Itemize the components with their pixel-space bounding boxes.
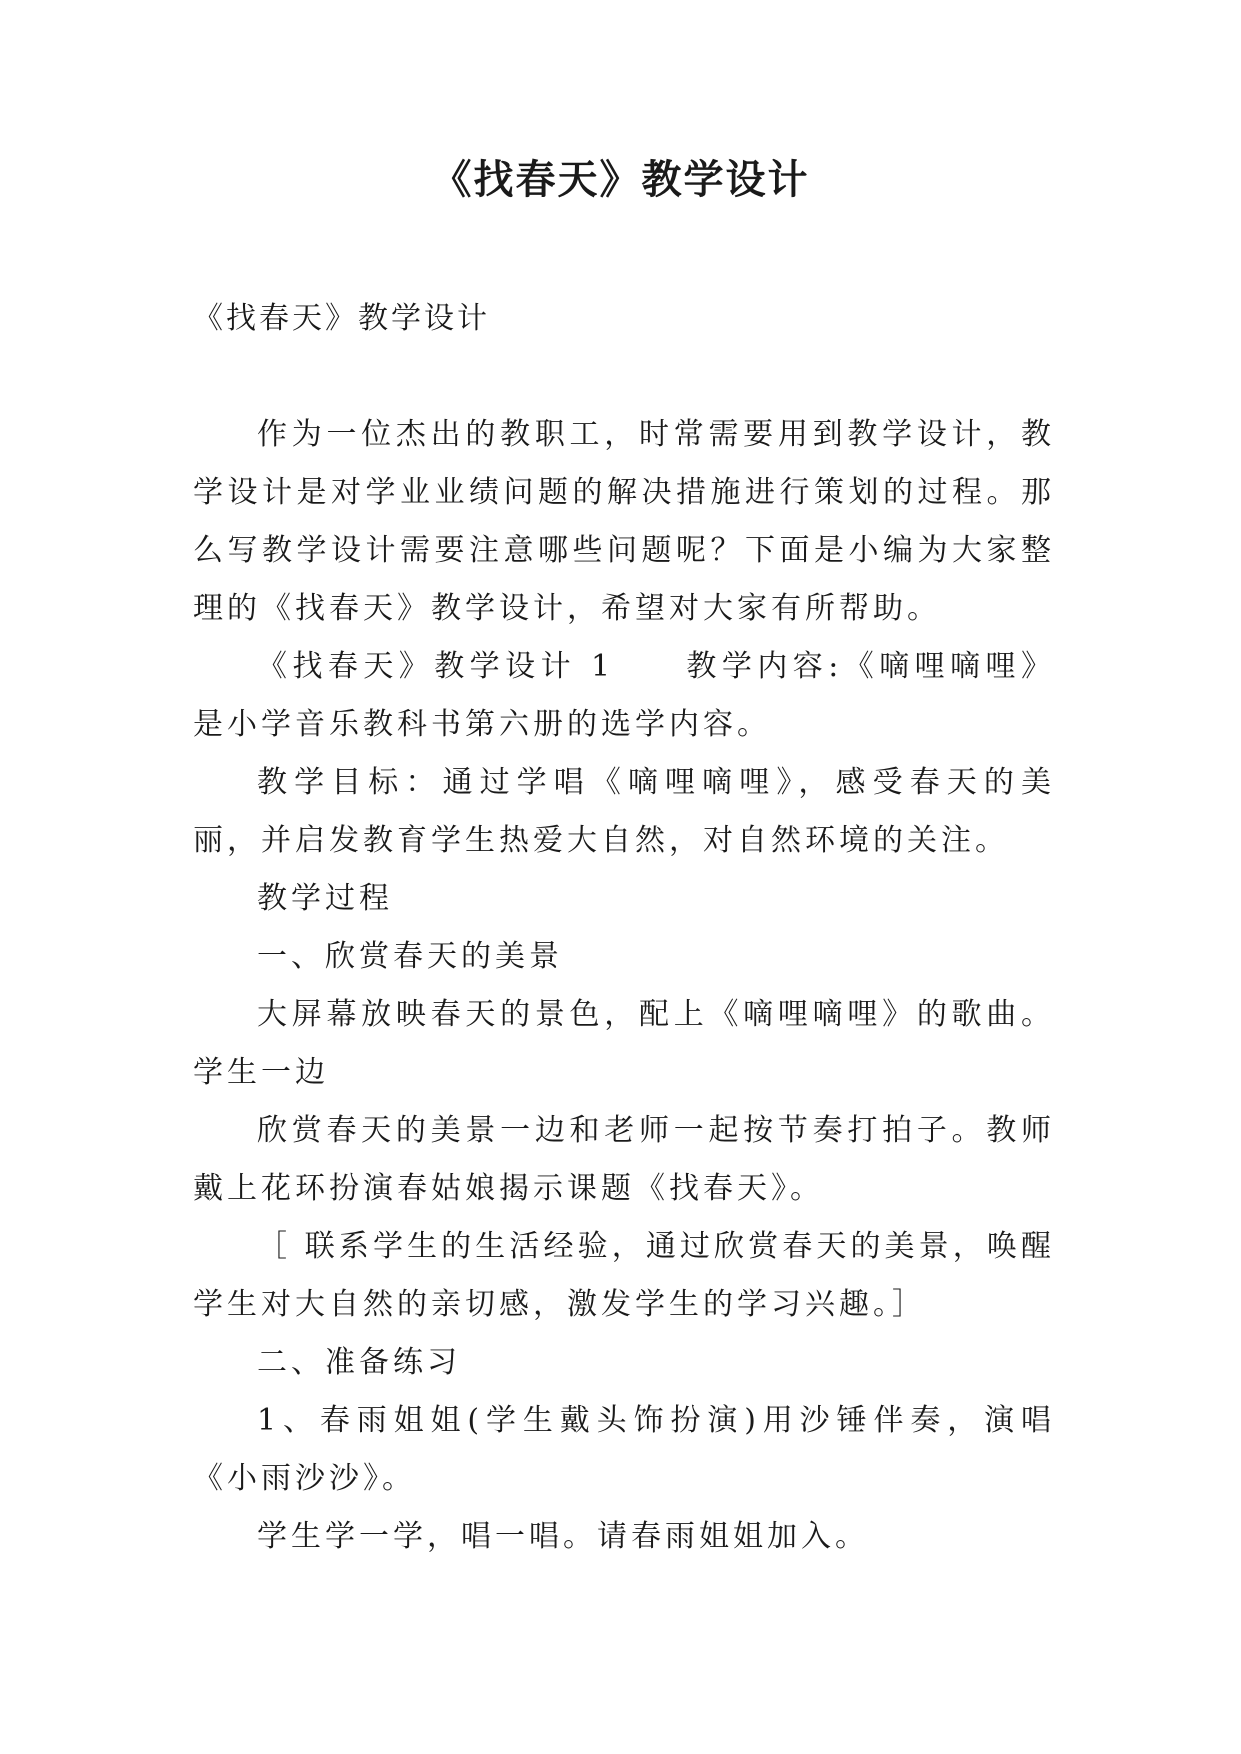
- document-title: 《找春天》教学设计: [431, 156, 810, 203]
- intro-paragraph: 作为一位杰出的教职工，时常需要用到教学设计，教学设计是对学业业绩问题的解决措施进行策划的过程。那么写教学设计需要注意哪些问题呢？下面是小编为大家整理的《找春天》教学设计，希望对大家有所帮助。: [193, 417, 1055, 626]
- teaching-content-paragraph: 《找春天》教学设计 1 教学内容:《嘀哩嘀哩》是小学音乐教科书第六册的选学内容。: [193, 649, 1055, 742]
- body-paragraph: 大屏幕放映春天的景色，配上《嘀哩嘀哩》的歌曲。学生一边: [193, 997, 1055, 1090]
- body-paragraph: 欣赏春天的美景一边和老师一起按节奏打拍子。教师戴上花环扮演春姑娘揭示课题《找春天》。: [193, 1113, 1055, 1206]
- section-heading-appreciate: 一、欣赏春天的美景: [257, 939, 563, 974]
- document-subtitle: 《找春天》教学设计: [193, 301, 490, 336]
- body-paragraph: 学生学一学，唱一唱。请春雨姐姐加入。: [257, 1519, 869, 1554]
- section-heading-process: 教学过程: [257, 881, 393, 916]
- document-body: [193, 290, 1055, 1566]
- section-heading-practice: 二、准备练习: [257, 1345, 461, 1380]
- body-paragraph: 1、春雨姐姐(学生戴头饰扮演)用沙锤伴奏，演唱《小雨沙沙》。: [193, 1403, 1055, 1496]
- note-paragraph: ［ 联系学生的生活经验，通过欣赏春天的美景，唤醒学生对大自然的亲切感，激发学生的学习兴趣。］: [193, 1229, 1055, 1322]
- teaching-goal-paragraph: 教学目标：通过学唱《嘀哩嘀哩》，感受春天的美丽，并启发教育学生热爱大自然，对自然环境的关注。: [193, 765, 1055, 858]
